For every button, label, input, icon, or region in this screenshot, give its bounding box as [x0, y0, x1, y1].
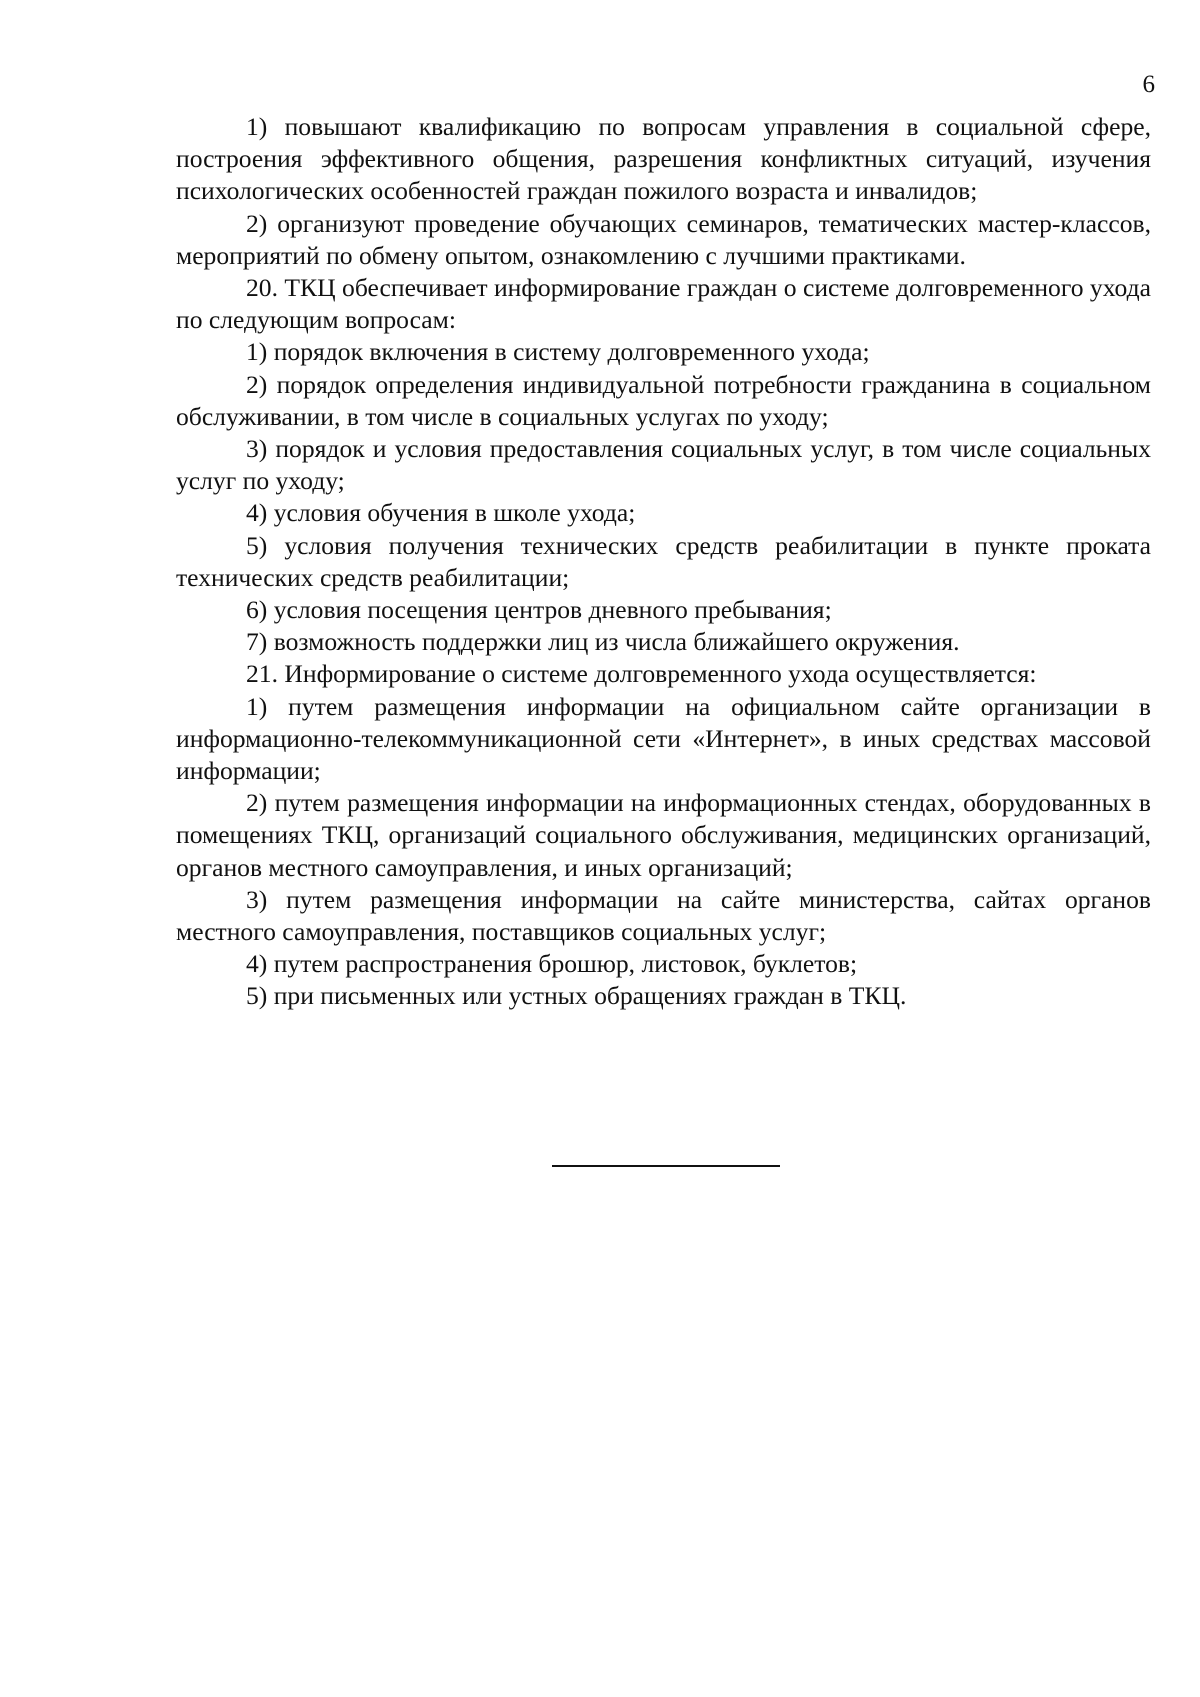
- paragraph-10: 7) возможность поддержки лиц из числа ближайшего окружения.: [246, 627, 960, 657]
- page-number: 6: [1142, 71, 1155, 98]
- paragraph-14: 3) путем размещения информации на сайте министерства, сайтах органов местного самоуправления, поставщиков социальных услуг;: [176, 884, 1151, 947]
- paragraph-16: 5) при письменных или устных обращениях граждан в ТКЦ.: [246, 981, 907, 1011]
- paragraph-11: 21. Информирование о системе долговременного ухода осуществляется:: [246, 659, 1037, 689]
- paragraph-9: 6) условия посещения центров дневного пребывания;: [246, 595, 832, 625]
- section-separator-line: [552, 1165, 780, 1167]
- paragraph-15: 4) путем распространения брошюр, листовок, буклетов;: [246, 949, 858, 979]
- document-body: [176, 111, 1151, 1013]
- paragraph-12: 1) путем размещения информации на официальном сайте организации в информационно-телекоммуникационной сети «Интернет», в иных средствах массовой информации;: [176, 691, 1151, 786]
- paragraph-13: 2) путем размещения информации на информационных стендах, оборудованных в помещениях ТКЦ, организаций социального обслуживания, медицинских организаций, органов местного самоуправления, и иных организаций;: [176, 788, 1151, 882]
- paragraph-7: 4) условия обучения в школе ухода;: [246, 498, 636, 528]
- paragraph-1: 1) повышают квалификацию по вопросам управления в социальной сфере, построения эффективного общения, разрешения конфликтных ситуаций, изучения психологических особенностей граждан пожилого возраста и инвалидов;: [176, 112, 1151, 206]
- paragraph-8: 5) условия получения технических средств реабилитации в пункте проката технических средств реабилитации;: [176, 530, 1151, 592]
- paragraph-5: 2) порядок определения индивидуальной потребности гражданина в социальном обслуживании, в том числе в социальных услугах по уходу;: [176, 369, 1151, 431]
- paragraph-2: 2) организуют проведение обучающих семинаров, тематических мастер-классов, мероприятий по обмену опытом, ознакомлению с лучшими практиками.: [176, 208, 1151, 270]
- paragraph-4: 1) порядок включения в систему долговременного ухода;: [246, 337, 870, 367]
- paragraph-3: 20. ТКЦ обеспечивает информирование граждан о системе долговременного ухода по следующим вопросам:: [176, 273, 1151, 335]
- paragraph-6: 3) порядок и условия предоставления социальных услуг, в том числе социальных услуг по уходу;: [176, 434, 1151, 496]
